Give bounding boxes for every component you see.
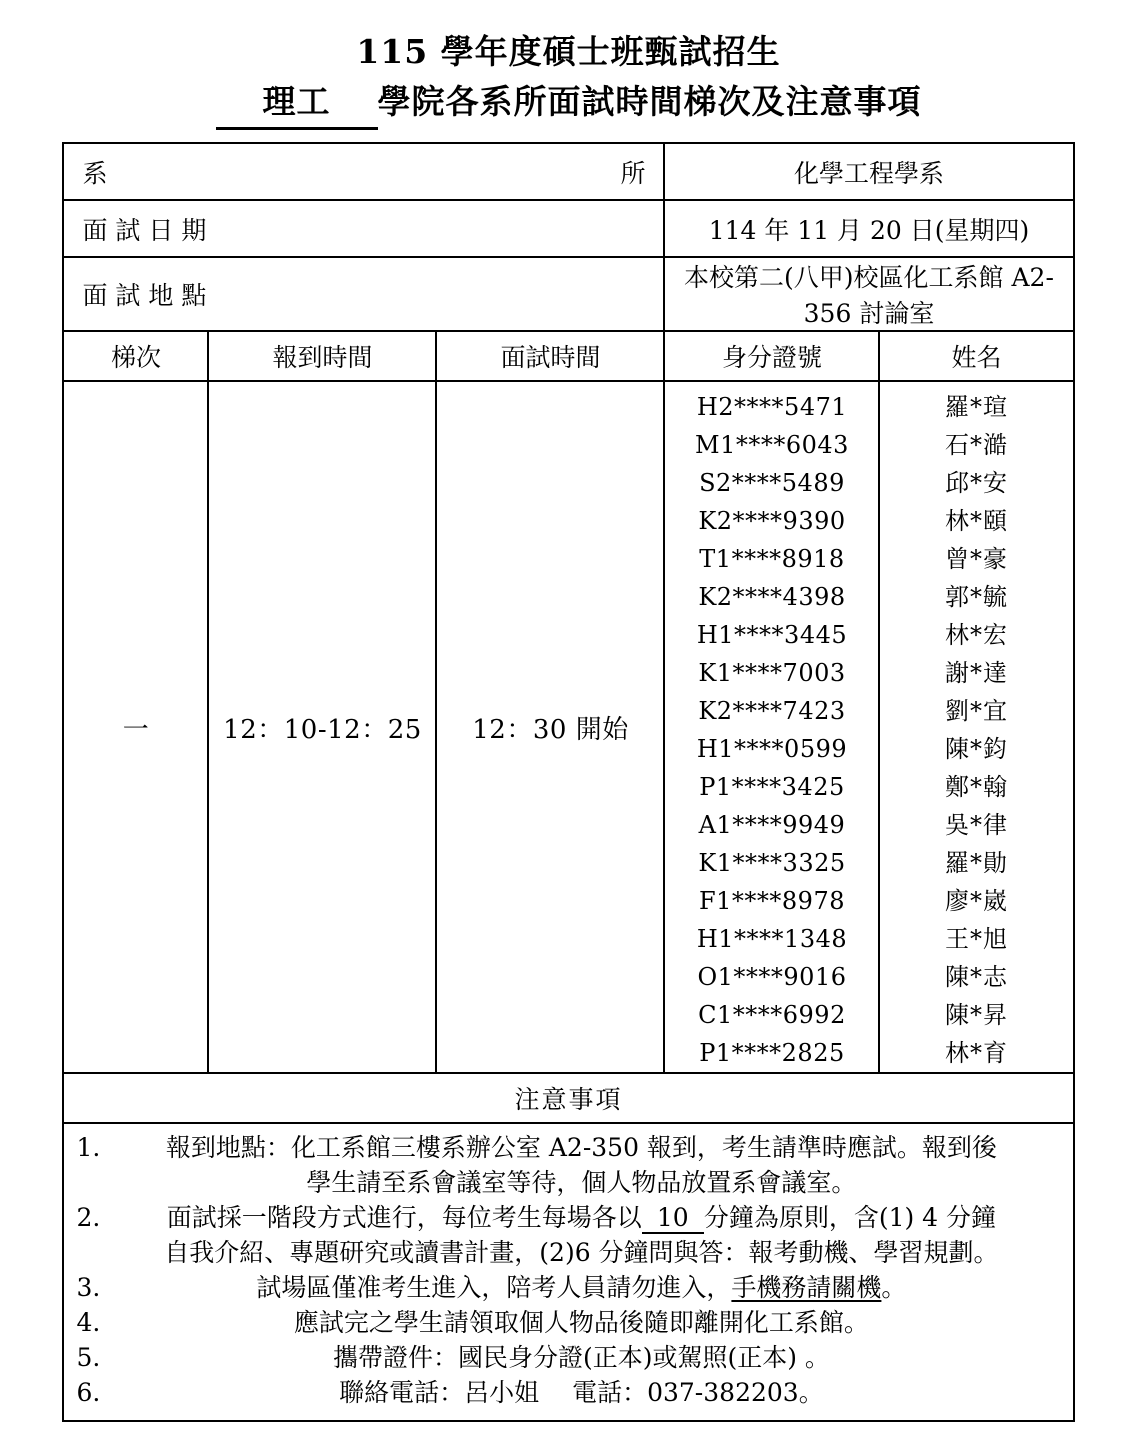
name-cell: 林*宏 <box>944 621 1008 649</box>
note-text-1 <box>100 1130 1062 1200</box>
label-interview-place: 面 試 地 點 <box>63 257 664 331</box>
note-text-5: 攜帶證件：國民身分證(正本)或駕照(正本) 。 <box>332 1343 830 1372</box>
id-number-cell: K2****7423 <box>698 697 846 725</box>
notes-heading-row <box>63 1073 1073 1123</box>
page-title: 115 學年度碩士班甄試招生 <box>356 32 781 71</box>
id-number-cell: T1****8918 <box>699 545 845 573</box>
value-interview-date: 114 年 11 月 20 日(星期四) <box>664 200 1073 257</box>
note-number-5: 5. <box>76 1343 101 1372</box>
note-number-3: 3. <box>76 1273 101 1302</box>
id-number-cell: K2****4398 <box>698 583 846 611</box>
col-header-checkin-time: 報到時間 <box>208 331 436 381</box>
name-cell: 石*澔 <box>944 431 1008 459</box>
note-2-part-b: 分鐘為原則，含(1) 4 分鐘 <box>703 1203 997 1232</box>
cell-interview-time: 12：30 開始 <box>436 381 664 1073</box>
label-interview-date: 面 試 日 期 <box>63 200 664 257</box>
name-cell: 邱*安 <box>944 469 1008 497</box>
id-number-cell: H1****3445 <box>696 621 848 649</box>
name-cell: 謝*達 <box>944 659 1008 687</box>
id-number-cell: P1****3425 <box>699 773 845 801</box>
notes-container <box>63 1123 1073 1421</box>
name-cell: 王*旭 <box>944 925 1008 953</box>
note-number-6: 6. <box>76 1378 101 1407</box>
id-number-cell: A1****9949 <box>698 811 846 839</box>
cell-name-list <box>879 381 1073 1073</box>
id-number-cell: O1****9016 <box>697 963 847 991</box>
name-cell: 曾*豪 <box>944 545 1008 573</box>
name-cell: 陳*昇 <box>944 1001 1008 1029</box>
note-2-line2: 自我介紹、專題研究或讀書計畫，(2)6 分鐘問與答：報考動機、學習規劃。 <box>164 1238 999 1267</box>
note-3-part-b: 。 <box>881 1273 907 1302</box>
note-item-3 <box>76 1270 1062 1305</box>
value-department: 化學工程學系 <box>664 143 1073 200</box>
id-number-cell: K2****9390 <box>698 507 846 535</box>
id-number-cell: K1****3325 <box>698 849 846 877</box>
note-item-6 <box>76 1375 1062 1410</box>
row-interview-place <box>63 257 1073 331</box>
page-subtitle-suffix: 學院各系所面試時間梯次及注意事項 <box>377 82 922 121</box>
table-column-header-row <box>63 331 1073 381</box>
note-number-1: 1. <box>76 1133 101 1162</box>
name-cell: 林*頤 <box>944 507 1008 535</box>
id-number-cell: H1****0599 <box>696 735 848 763</box>
note-3-part-a: 試場區僅准考生進入，陪考人員請勿進入， <box>256 1273 732 1302</box>
note-item-2 <box>76 1200 1062 1270</box>
note-text-2 <box>100 1200 1062 1270</box>
col-header-name: 姓名 <box>879 331 1073 381</box>
id-number-cell: C1****6992 <box>698 1001 846 1029</box>
college-name-blank: 理工 <box>216 78 378 130</box>
page-subtitle <box>0 78 1137 130</box>
note-2-part-a: 面試採一階段方式進行，每位考生每場各以 <box>166 1203 642 1232</box>
note-text-6: 聯絡電話：呂小姐 電話：037-382203。 <box>339 1378 824 1407</box>
name-cell: 鄭*翰 <box>944 773 1008 801</box>
name-cell: 林*育 <box>944 1039 1008 1067</box>
note-item-1 <box>76 1130 1062 1200</box>
name-cell: 羅*勛 <box>944 849 1008 877</box>
name-cell: 陳*鈞 <box>944 735 1008 763</box>
note-number-2: 2. <box>76 1203 101 1232</box>
id-number-cell: S2****5489 <box>699 469 845 497</box>
row-interview-date <box>63 200 1073 257</box>
interview-schedule-table <box>62 142 1074 1422</box>
name-cell: 吳*律 <box>944 811 1008 839</box>
id-number-cell: H2****5471 <box>696 393 848 421</box>
note-text-4: 應試完之學生請領取個人物品後隨即離開化工系館。 <box>293 1308 869 1337</box>
label-department-left: 系 <box>82 158 108 188</box>
note-1-line1: 報到地點：化工系館三樓系辦公室 A2-350 報到，考生請準時應試。報到後 <box>165 1133 997 1162</box>
document-title-block <box>0 0 1137 130</box>
col-header-interview-time: 面試時間 <box>436 331 664 381</box>
col-header-batch: 梯次 <box>63 331 208 381</box>
id-number-cell: F1****8978 <box>698 887 845 915</box>
cell-checkin-time: 12：10-12：25 <box>208 381 436 1073</box>
cell-batch-number: 一 <box>63 381 208 1073</box>
id-number-list <box>665 382 878 1072</box>
note-item-4 <box>76 1305 1062 1340</box>
id-number-cell: P1****2825 <box>699 1039 845 1067</box>
notes-body-row <box>63 1123 1073 1421</box>
label-department-right: 所 <box>620 158 646 188</box>
note-1-line2: 學生請至系會議室等待，個人物品放置系會議室。 <box>306 1168 857 1197</box>
cell-id-number-list <box>664 381 879 1073</box>
row-department <box>63 143 1073 200</box>
col-header-id-number: 身分證號 <box>664 331 879 381</box>
name-cell: 陳*志 <box>944 963 1008 991</box>
label-department <box>63 143 664 200</box>
name-list <box>880 382 1072 1072</box>
notes-heading: 注意事項 <box>63 1073 1073 1123</box>
id-number-cell: H1****1348 <box>696 925 848 953</box>
id-number-cell: M1****6043 <box>695 431 849 459</box>
name-cell: 羅*瑄 <box>944 393 1008 421</box>
note-2-minutes-blank: 10 <box>642 1204 704 1234</box>
note-text-3 <box>100 1270 1062 1305</box>
note-number-4: 4. <box>76 1308 101 1337</box>
name-cell: 劉*宜 <box>944 697 1008 725</box>
name-cell: 郭*毓 <box>944 583 1008 611</box>
note-item-5 <box>76 1340 1062 1375</box>
note-3-underlined: 手機務請關機 <box>731 1273 882 1302</box>
name-cell: 廖*崴 <box>944 887 1008 915</box>
table-row <box>63 381 1073 1073</box>
id-number-cell: K1****7003 <box>698 659 846 687</box>
value-interview-place: 本校第二(八甲)校區化工系館 A2-356 討論室 <box>664 257 1073 331</box>
